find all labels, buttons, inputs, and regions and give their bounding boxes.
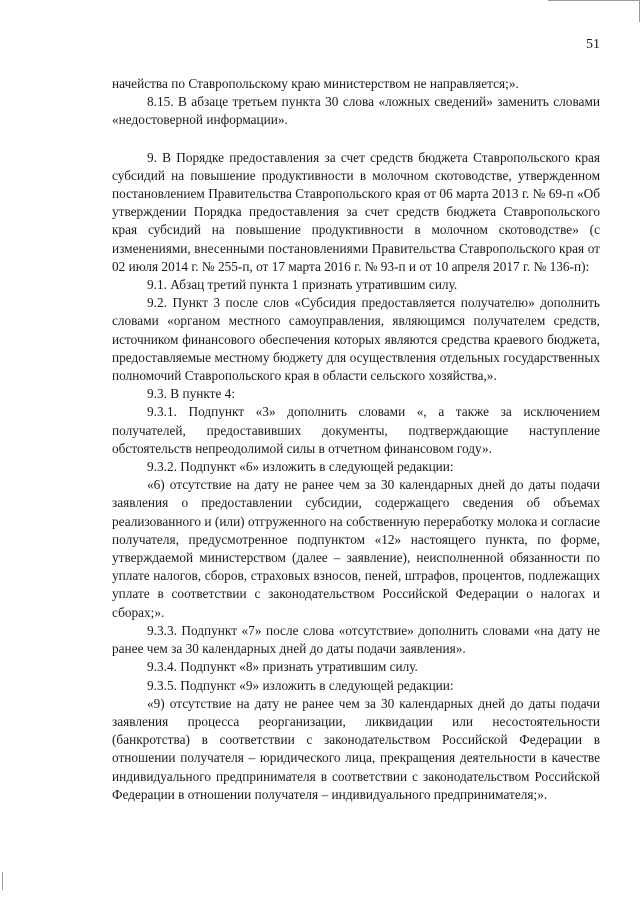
paragraph: 9.2. Пункт 3 после слов «Субсидия предоставляется получателю» дополнить словами «органом местного самоуправления, являющимся получателем средств, источником финансового обеспечения которых являются средства краевого бюджета, предоставляемые местному бюджету для осуществления отдельных государственных полномочий Ставропольского края в области сельского хозяйства,». — [112, 295, 600, 384]
paragraph: 9.3.3. Подпункт «7» после слова «отсутствие» дополнить словами «на дату не ранее чем за 30 календарных дней до даты подачи заявления». — [112, 622, 600, 657]
paragraph: 9. В Порядке предоставления за счет средств бюджета Ставропольского края субсидий на повышение продуктивности в молочном скотоводстве, утвержденном постановлением Правительства Ставропольского края от 06 марта 2013 г. № 69-п «Об утверждении Порядка предоставления за счет средств бюджета Ставропольского края субсидий на повышение продуктивности в молочном скотоводстве» (с изменениями, внесенными постановлениями Правительства Ставропольского края от 02 июля 2014 г. № 255-п, от 17 марта 2016 г. № 93-п и от 10 апреля 2017 г. № 136-п): — [112, 149, 600, 274]
paragraph: 8.15. В абзаце третьем пункта 30 слова «ложных сведений» заменить словами «недостоверной информации». — [112, 94, 600, 128]
paragraph: «6) отсутствие на дату не ранее чем за 30 календарных дней до даты подачи заявления о предоставлении субсидии, содержащего сведения об объемах реализованного и (или) отгруженного на собственную переработку молока и согласие получателя, предусмотренное подпунктом «12» настоящего пункта, по форме, утверждаемой министерством (далее – заявление), неисполненной обязанности по уплате налогов, сборов, страховых взносов, пеней, штрафов, процентов, подлежащих уплате в соответствии с законодательством Российской Федерации о налогах и сборах;». — [112, 477, 600, 620]
paragraph: 9.3. В пункте 4: — [147, 386, 236, 402]
paragraph: 9.3.5. Подпункт «9» изложить в следующей редакции: — [147, 677, 454, 693]
paragraph: 9.3.1. Подпункт «3» дополнить словами «, а также за исключением получателей, предоставивших документы, подтверждающие наступление обстоятельств непреодолимой силы в отчетном финансовом году». — [112, 404, 600, 456]
scan-edge-mark-top — [548, 0, 640, 1]
paragraph: начейства по Ставропольскому краю министерством не направляется;». — [112, 76, 519, 91]
paragraph: 9.1. Абзац третий пункта 1 признать утратившим силу. — [147, 277, 458, 293]
paragraph: «9) отсутствие на дату не ранее чем за 30 календарных дней до даты подачи заявления процесса реорганизации, ликвидации или несостоятельности (банкротства) в соответствии с законодательством Российской Федерации в отношении получателя – юридического лица, прекращения деятельности в качестве индивидуального предпринимателя в соответствии с законодательством Российской Федерации в отношении получателя – индивидуального предпринимателя;». — [112, 695, 600, 802]
scan-edge-mark-left — [2, 872, 3, 890]
document-body — [112, 75, 600, 804]
paragraph: 9.3.4. Подпункт «8» признать утратившим силу. — [147, 659, 418, 675]
paragraph: 9.3.2. Подпункт «6» изложить в следующей редакции: — [147, 459, 454, 475]
page-number: 51 — [586, 37, 600, 52]
